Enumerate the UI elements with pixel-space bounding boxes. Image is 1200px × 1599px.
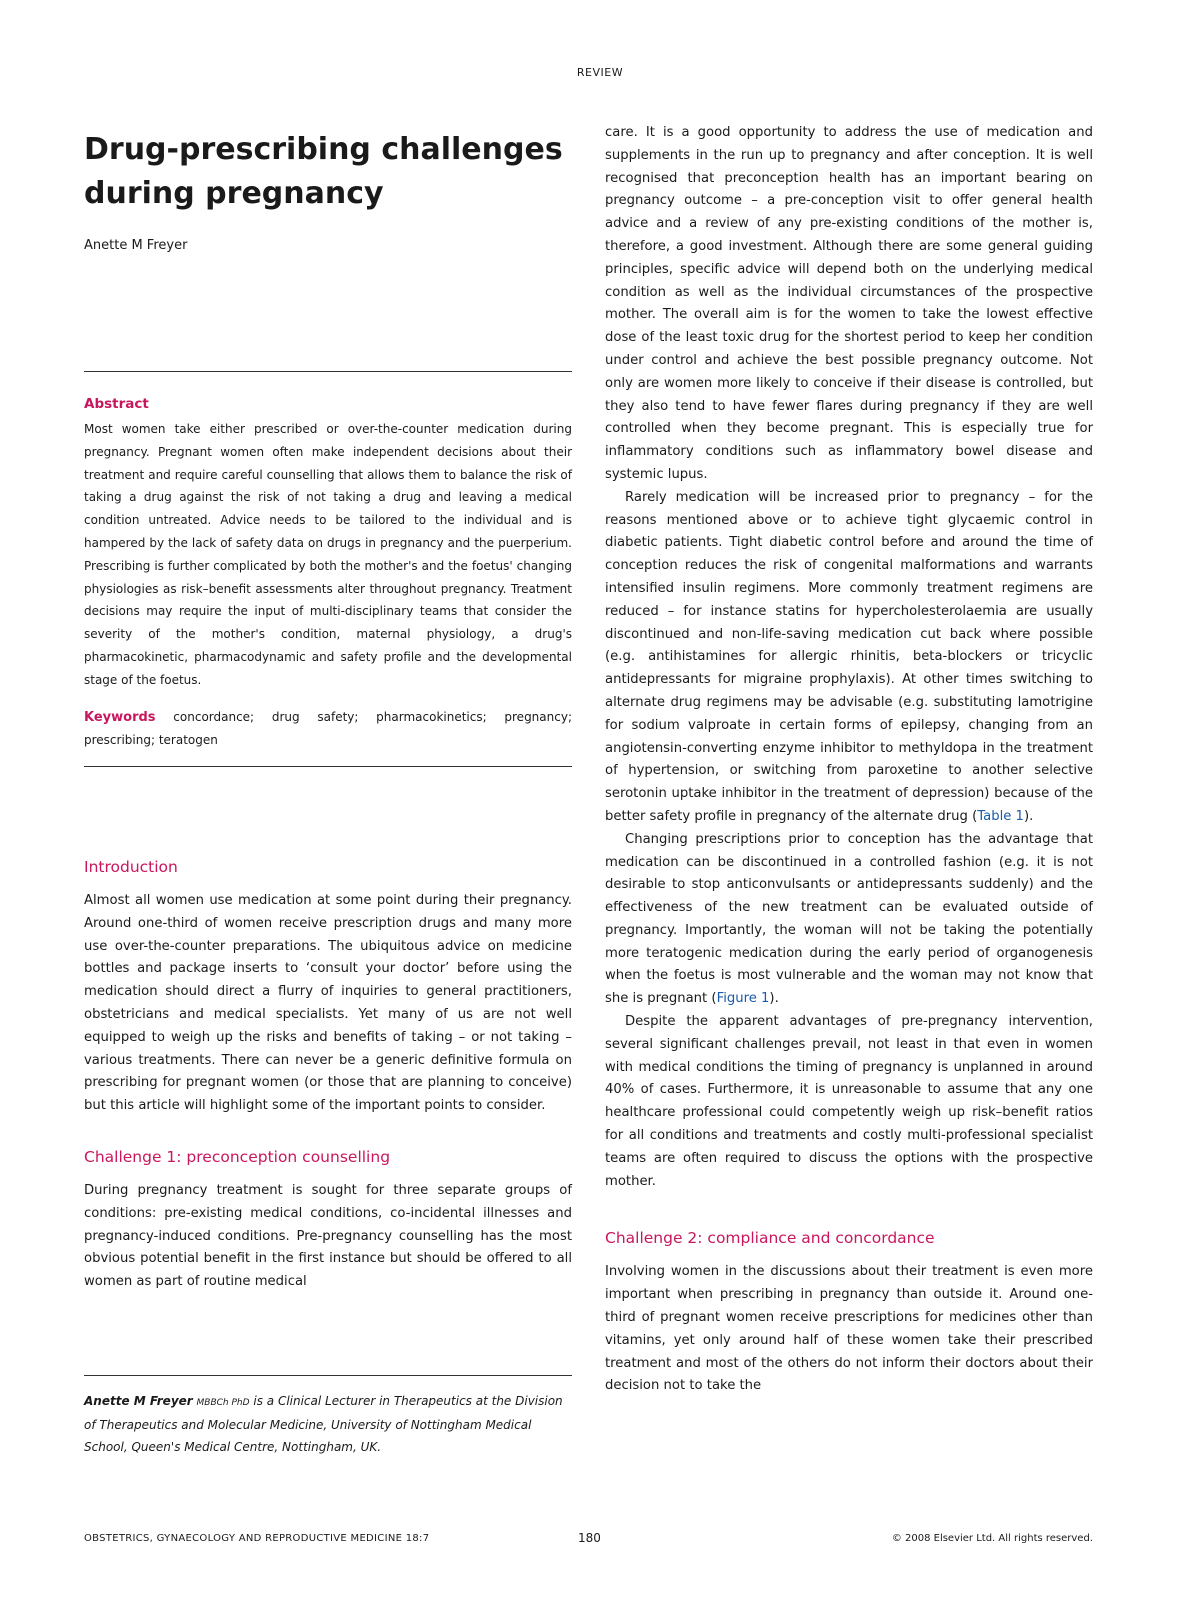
footnote-text <box>84 1390 572 1458</box>
right-paragraph-3-end: ). <box>769 991 779 1007</box>
article-title-line2: during pregnancy <box>84 176 384 211</box>
footer-page-number: 180 <box>578 1531 601 1545</box>
right-paragraph-1: care. It is a good opportunity to address the use of medication and supplements in the run up to pregnancy and after conception. It is well recognised that preconception health has an important bearing on pregnancy outcome – a pre-conception visit to offer general health advice and a review of any pre-existing conditions of the mother is, therefore, a good investment. Although there are some general guiding principles, specific advice will depend both on the underlying medical condition as well as the individual circumstances of the prospective mother. The overall aim is for the women to take the lowest effective dose of the least toxic drug for the shortest period to keep her condition under control and achieve the best possible pregnancy outcome. Not only are women more likely to conceive if their disease is controlled, but they also tend to have fewer flares during pregnancy if they are well controlled when they become pregnant. This is especially true for inflammatory conditions such as inflammatory bowel disease and systemic lupus. <box>605 125 1093 482</box>
abstract-bottom-rule <box>84 766 572 767</box>
footnote-qualifications: MBBCh PhD <box>196 1398 250 1408</box>
introduction-section <box>84 858 572 1294</box>
page-footer <box>84 1533 1093 1547</box>
title-block <box>84 122 572 253</box>
introduction-heading: Introduction <box>84 858 178 876</box>
right-column <box>605 122 1093 1398</box>
challenge1-text: During pregnancy treatment is sought for three separate groups of conditions: pre-existing medical conditions, co-incidental illnesses and pregnancy-induced conditions. Pre-pregnancy counselling has the most obvious potential benefit in the first instance but should be offered to all women as part of routine medical <box>84 1182 572 1290</box>
author-footnote <box>84 1375 572 1458</box>
challenge2-heading: Challenge 2: compliance and concordance <box>605 1229 935 1248</box>
running-header: REVIEW <box>576 66 624 79</box>
article-title-line1: Drug-prescribing challenges <box>84 132 563 167</box>
footer-copyright: © 2008 Elsevier Ltd. All rights reserved. <box>891 1533 1093 1544</box>
article-title <box>84 128 572 216</box>
footer-journal: OBSTETRICS, GYNAECOLOGY AND REPRODUCTIVE MEDICINE 18:7 <box>84 1533 430 1544</box>
figure-1-link[interactable]: Figure 1 <box>716 991 770 1007</box>
right-paragraph-2-end: ). <box>1023 808 1034 824</box>
abstract-top-rule <box>84 371 572 372</box>
challenge1-heading: Challenge 1: preconception counselling <box>84 1147 391 1166</box>
table-1-link[interactable]: Table 1 <box>977 808 1024 824</box>
footnote-author-name: Anette M Freyer <box>84 1394 193 1408</box>
keywords-label: Keywords <box>84 709 156 725</box>
abstract-heading: Abstract <box>84 396 149 412</box>
right-paragraph-3-text: Changing prescriptions prior to conception has the advantage that medication can be discontinued in a controlled fashion (e.g. it is not desirable to stop anticonvulsants or antidepressants suddenly) and the effectiveness of the new treatment can be evaluated outside of pregnancy. Importantly, the woman will not be taking the potentially more teratogenic medication during the early period of organogenesis when the foetus is most vulnerable and the woman may not know that she is pregnant ( <box>605 831 1093 1007</box>
right-paragraph-2 <box>605 487 1093 829</box>
right-paragraph-2-text: Rarely medication will be increased prior to pregnancy – for the reasons mentioned above or to achieve tight glycaemic control in diabetic patients. Tight diabetic control before and around the time of conception reduces the risk of congenital malformations and warrants intensified insulin regimens. More commonly treatment regimens are reduced – for instance statins for hypercholesterolaemia are usually discontinued and non-life-saving medication cut back where possible (e.g. antihistamines for allergic rhinitis, beta-blockers or tricyclic antidepressants for migraine prophylaxis). At other times switching to alternate drug regimens may be advisable (e.g. substituting lamotrigine for sodium valproate in certain forms of epilepsy, changing from an angiotensin-converting enzyme inhibitor to methyldopa in the treatment of hypertension, or switching from paroxetine to another selective serotonin uptake inhibitor in the treatment of depression) because of the better safety profile in pregnancy of the alternate drug ( <box>605 489 1093 824</box>
introduction-text: Almost all women use medication at some point during their pregnancy. Around one-third of women receive prescription drugs and many more use over-the-counter preparations. The ubiquitous advice on medicine bottles and package inserts to ‘consult your doctor’ before using the medication should direct a flurry of inquiries to general practitioners, obstetricians and medical specialists. Yet many of us are not well equipped to weigh up the risks and benefits of taking – or not taking – various treatments. There can never be a generic definitive formula on prescribing for pregnant women (or those that are planning to conceive) but this article will highlight some of the important points to consider. <box>84 893 572 1114</box>
right-paragraph-5: Involving women in the discussions about their treatment is even more important when prescribing in pregnancy than outside it. Around one-third of pregnant women receive prescriptions for medicines other than vitamins, yet only around half of these women take their prescribed treatment and most of the others do not inform their doctors about their decision not to take the <box>605 1264 1093 1394</box>
footnote-affiliation: is a Clinical Lecturer in Therapeutics at the Division of Therapeutics and Molecular Medicine, University of Nottingham Medical School, Queen's Medical Centre, Nottingham, UK. <box>84 1394 563 1454</box>
article-author: Anette M Freyer <box>84 238 188 253</box>
right-paragraph-4: Despite the apparent advantages of pre-pregnancy intervention, several significant challenges prevail, not least in that even in women with medical conditions the timing of pregnancy is unplanned in around 40% of cases. Furthermore, it is unreasonable to assume that any one healthcare professional could competently weigh up risk–benefit ratios for all conditions and treatments and costly multi-professional specialist teams are often required to discuss the options with the prospective mother. <box>605 1014 1093 1189</box>
abstract-text: Most women take either prescribed or over-the-counter medication during pregnancy. Pregnant women often make independent decisions about their treatment and require careful counselling that allows them to balance the risk of taking a drug against the risk of not taking a drug and leaving a medical condition untreated. Advice needs to be tailored to the individual and is hampered by the lack of safety data on drugs in pregnancy and the puerperium. Prescribing is further complicated by both the mother's and the foetus' changing physiologies as risk–benefit assessments alter throughout pregnancy. Treatment decisions may require the input of multi-disciplinary teams that consider the severity of the mother's condition, maternal physiology, a drug's pharmacokinetic, pharmacodynamic and safety profile and the developmental stage of the foetus. <box>84 422 572 687</box>
abstract-box <box>84 371 572 767</box>
footnote-rule <box>84 1375 572 1376</box>
keywords-list: concordance; drug safety; pharmacokinetics; pregnancy; prescribing; teratogen <box>84 709 572 748</box>
right-paragraph-3 <box>605 829 1093 1011</box>
keywords <box>84 706 572 753</box>
